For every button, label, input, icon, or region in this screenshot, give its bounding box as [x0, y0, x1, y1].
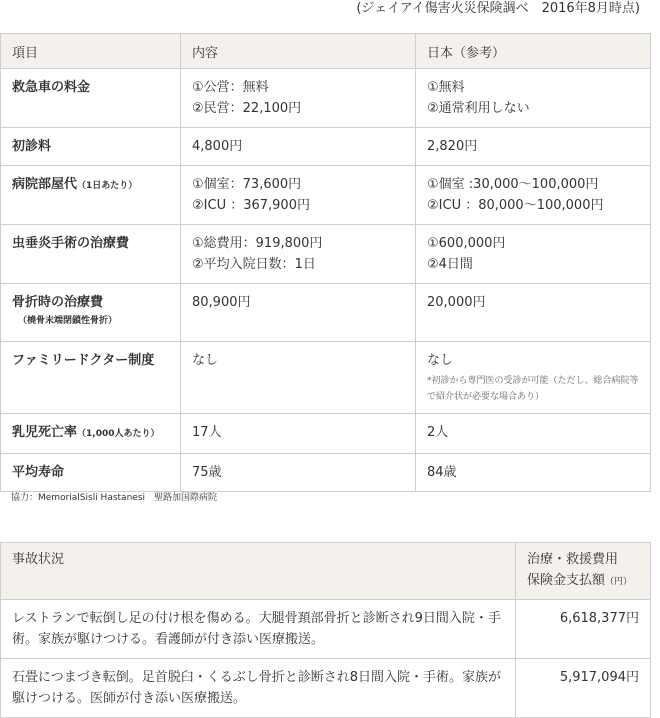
content-cell: [181, 284, 416, 342]
row-label-cell: [1, 454, 181, 492]
table-row: [1, 342, 651, 414]
amount-cell: 5,917,094円: [516, 659, 651, 718]
table-row: [1, 659, 651, 718]
japan-cell: [416, 166, 651, 225]
content-cell: [181, 69, 416, 128]
row-label-note: （1日あたり）: [77, 181, 138, 191]
japan-line: 2,820円: [427, 139, 478, 154]
japan-line: 84歳: [427, 465, 457, 480]
table-row: [1, 166, 651, 225]
japan-line: ①600,000円: [427, 236, 506, 251]
japan-line: 20,000円: [427, 295, 486, 310]
row-label: 救急車の料金: [12, 80, 91, 95]
row-label: 乳児死亡率: [12, 425, 78, 440]
content-line: なし: [192, 353, 219, 368]
header-content: 内容: [181, 34, 416, 69]
medical-cost-table: [0, 33, 651, 492]
japan-cell: [416, 225, 651, 284]
japan-cell: [416, 128, 651, 166]
content-line: ①個室：73,600円: [192, 177, 302, 192]
header-situation: 事故状況: [1, 543, 516, 600]
row-label-cell: [1, 225, 181, 284]
japan-line: なし: [427, 353, 454, 368]
table-row: [1, 69, 651, 128]
table-row: [1, 284, 651, 342]
content-line: 17人: [192, 425, 222, 440]
content-cell: [181, 414, 416, 454]
row-label-cell: [1, 166, 181, 225]
japan-line: ②通常利用しない: [427, 101, 530, 116]
japan-cell: [416, 414, 651, 454]
row-label-cell: [1, 342, 181, 414]
content-cell: [181, 128, 416, 166]
japan-line: 2人: [427, 425, 449, 440]
header-amount-line1: 治療・救援費用: [527, 552, 619, 567]
row-label: 病院部屋代: [12, 177, 78, 192]
table-header-row: [1, 34, 651, 69]
amount-cell: 6,618,377円: [516, 600, 651, 659]
header-item: 項目: [1, 34, 181, 69]
row-label-note: （1,000人あたり）: [77, 429, 160, 439]
accident-case-table: [0, 542, 651, 718]
table-header-row: [1, 543, 651, 600]
content-line: ②民営：22,100円: [192, 101, 302, 116]
row-label-cell: [1, 128, 181, 166]
row-label: ファミリードクター制度: [12, 353, 155, 368]
situation-cell: レストランで転倒し足の付け根を傷める。大腿骨頚部骨折と診断され9日間入院・手術。家族が駆けつける。看護師が付き添い医療搬送。: [1, 600, 516, 659]
row-label: 虫垂炎手術の治療費: [12, 236, 130, 251]
row-label: 骨折時の治療費: [12, 295, 104, 310]
row-label: 平均寿命: [12, 465, 65, 480]
row-label: 初診料: [12, 139, 52, 154]
header-amount: [516, 543, 651, 600]
content-line: ①総費用：919,800円: [192, 236, 323, 251]
source-note: (ジェイアイ傷害火災保険調べ 2016年8月時点): [356, 1, 640, 16]
japan-note: *初診から専門医の受診が可能（ただし、総合病院等で紹介状が必要な場合あり）: [427, 376, 639, 402]
japan-line: ①個室 :30,000～100,000円: [427, 177, 599, 192]
content-line: ①公営：無料: [192, 80, 269, 95]
content-line: ②ICU ：367,900円: [192, 198, 310, 213]
credit-note: 協力：MemorialSisli Hastanesi 聖路加国際病院: [11, 493, 218, 503]
table-row: [1, 600, 651, 659]
row-label-cell: [1, 414, 181, 454]
japan-cell: [416, 284, 651, 342]
content-line: 80,900円: [192, 295, 251, 310]
japan-line: ①無料: [427, 80, 465, 95]
content-cell: [181, 225, 416, 284]
row-label-cell: [1, 284, 181, 342]
table-row: [1, 414, 651, 454]
japan-cell: [416, 342, 651, 414]
table-row: [1, 225, 651, 284]
content-line: ②平均入院日数：1日: [192, 257, 316, 272]
row-label-cell: [1, 69, 181, 128]
japan-line: ②ICU ：80,000～100,000円: [427, 198, 604, 213]
content-cell: [181, 342, 416, 414]
content-cell: [181, 166, 416, 225]
situation-cell: 石畳につまづき転倒。足首脱臼・くるぶし骨折と診断され8日間入院・手術。家族が駆けつける。医師が付き添い医療搬送。: [1, 659, 516, 718]
content-cell: [181, 454, 416, 492]
japan-line: ②4日間: [427, 257, 473, 272]
japan-cell: [416, 454, 651, 492]
content-line: 75歳: [192, 465, 222, 480]
japan-cell: [416, 69, 651, 128]
header-amount-line2: 保険金支払額: [527, 573, 606, 588]
header-amount-unit: （円）: [605, 577, 633, 587]
table-row: [1, 454, 651, 492]
content-line: 4,800円: [192, 139, 243, 154]
header-japan: 日本（参考）: [416, 34, 651, 69]
row-label-sub: （橈骨末端閉鎖性骨折）: [18, 316, 118, 326]
table-row: [1, 128, 651, 166]
